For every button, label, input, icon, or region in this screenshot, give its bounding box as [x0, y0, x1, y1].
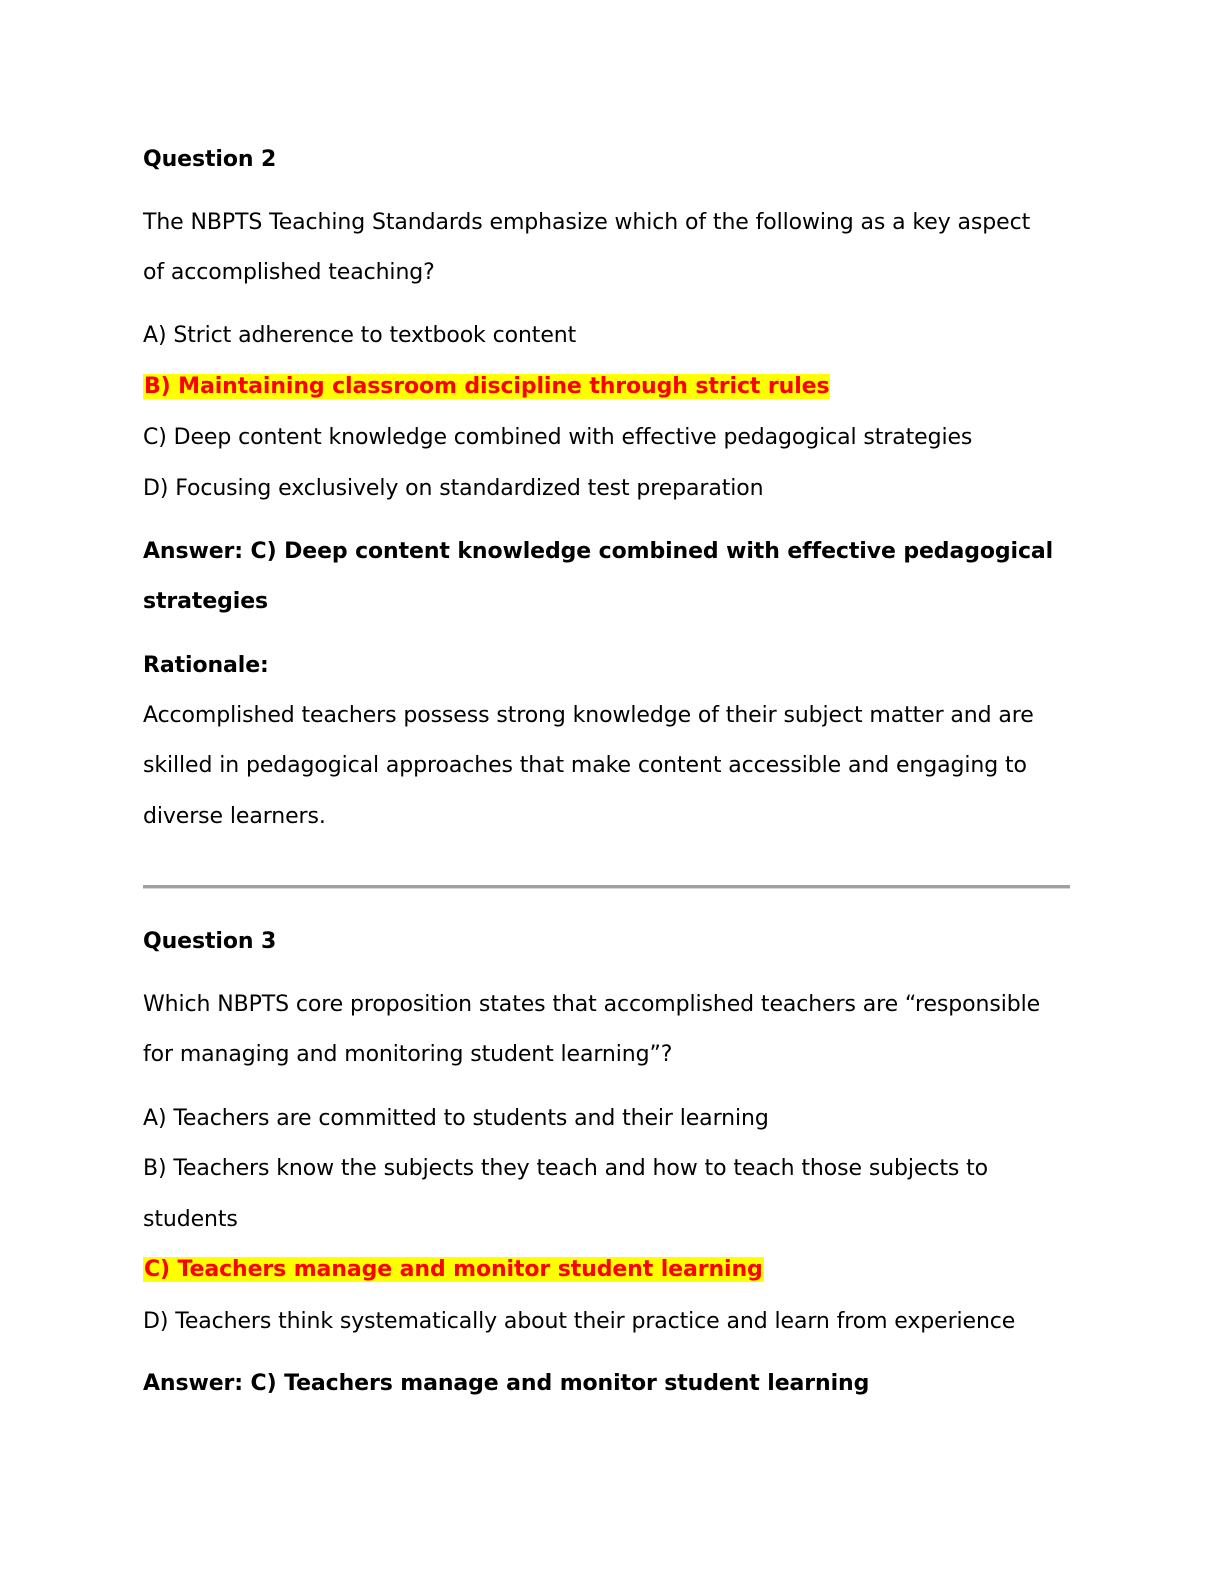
section-divider	[143, 885, 1070, 889]
question-2-heading: Question 2	[143, 147, 277, 172]
question-3-option-b-line-1: B) Teachers know the subjects they teach and how to teach those subjects to	[143, 1156, 989, 1181]
question-2-option-a: A) Strict adherence to textbook content	[143, 323, 577, 348]
question-3-heading: Question 3	[143, 929, 277, 954]
question-3-option-a: A) Teachers are committed to students and their learning	[143, 1106, 769, 1131]
question-3-prompt-line-1: Which NBPTS core proposition states that accomplished teachers are “responsible	[143, 992, 1041, 1017]
question-2-rationale-line-1: Accomplished teachers possess strong knowledge of their subject matter and are	[143, 703, 1034, 728]
question-2-option-b-highlight: B) Maintaining classroom discipline through strict rules	[144, 374, 830, 399]
question-2-prompt-line-1: The NBPTS Teaching Standards emphasize which of the following as a key aspect	[143, 210, 1031, 235]
question-3-option-c-highlight: C) Teachers manage and monitor student learning	[144, 1257, 763, 1282]
question-2-answer-line-2: strategies	[143, 589, 269, 614]
question-3-option-d: D) Teachers think systematically about their practice and learn from experience	[143, 1309, 1016, 1334]
question-2-rationale-line-3: diverse learners.	[143, 804, 326, 829]
question-3-prompt-line-2: for managing and monitoring student learning”?	[143, 1042, 673, 1067]
question-3-option-c	[143, 1256, 764, 1284]
question-2-option-b	[143, 373, 830, 401]
question-2-option-c: C) Deep content knowledge combined with effective pedagogical strategies	[143, 425, 973, 450]
question-2-prompt-line-2: of accomplished teaching?	[143, 260, 435, 285]
question-2-rationale-line-2: skilled in pedagogical approaches that make content accessible and engaging to	[143, 753, 1027, 778]
question-2-answer-line-1: Answer: C) Deep content knowledge combined with effective pedagogical	[143, 539, 1054, 564]
question-3-answer: Answer: C) Teachers manage and monitor student learning	[143, 1371, 870, 1396]
question-3-option-b-line-2: students	[143, 1207, 238, 1232]
question-2-rationale-label: Rationale:	[143, 653, 269, 678]
question-2-option-d: D) Focusing exclusively on standardized test preparation	[143, 476, 764, 501]
